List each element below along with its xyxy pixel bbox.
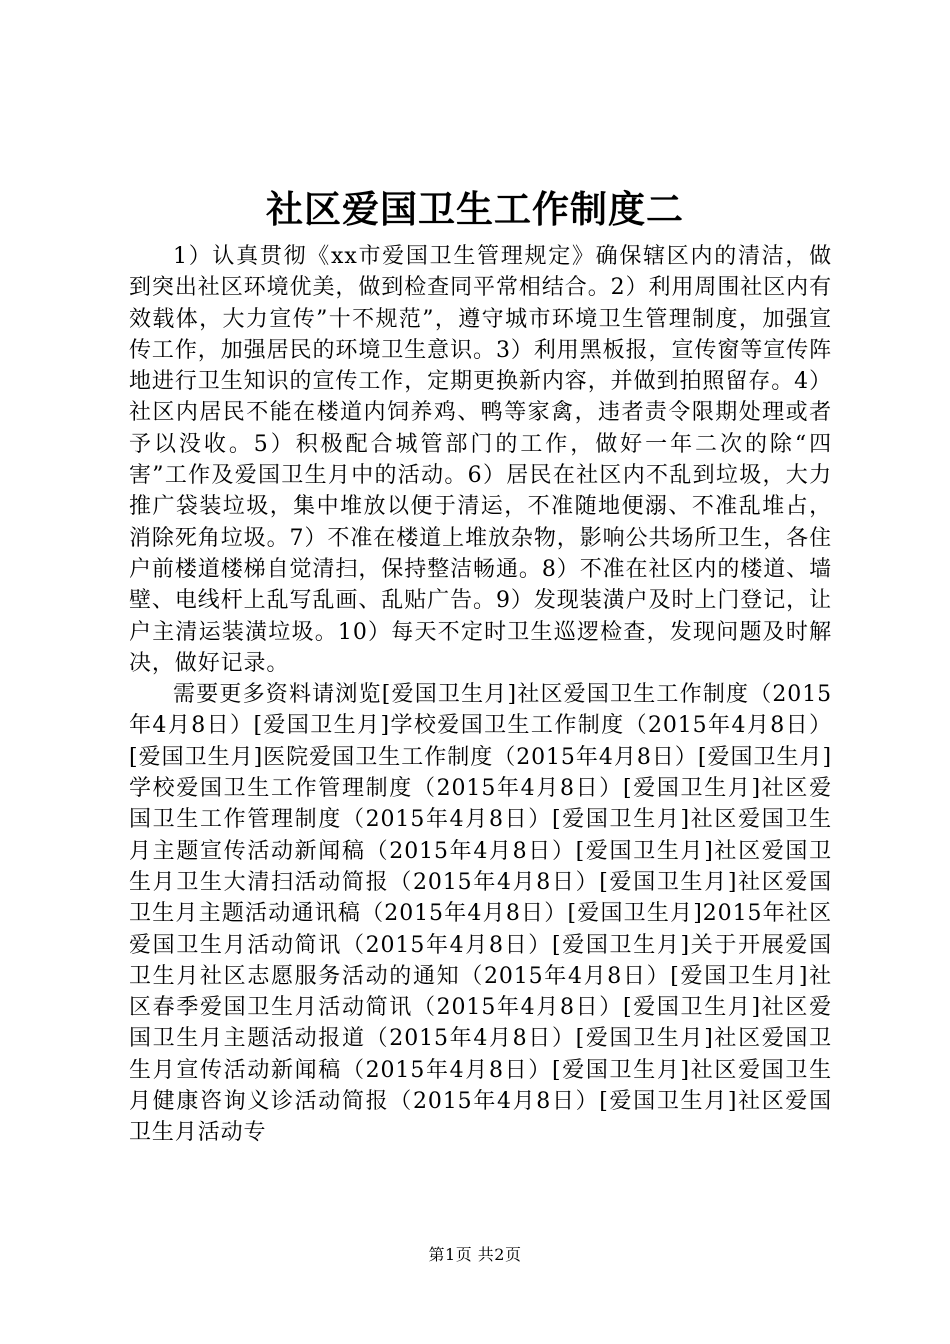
page-number-footer: 第1页 共2页: [428, 1245, 522, 1264]
regulation-paragraph: 1）认真贯彻《xx市爱国卫生管理规定》确保辖区内的清洁，做到突出社区环境优美，做到检查同平常相结合。2）利用周围社区内有效载体，大力宣传”十不规范”，遵守城市环境卫生管理制度，加强宣传工作，加强居民的环境卫生意识。3）利用黑板报，宣传窗等宣传阵地进行卫生知识的宣传工作，定期更换新内容，并做到拍照留存。4）社区内居民不能在楼道内饲养鸡、鸭等家禽，违者责令限期处理或者予以没收。5）积极配合城管部门的工作，做好一年二次的除“四害”工作及爱国卫生月中的活动。6）居民在社区内不乱到垃圾，大力推广袋装垃圾，集中堆放以便于清运，不准随地便溺、不准乱堆占，消除死角垃圾。7）不准在楼道上堆放杂物，影响公共场所卫生，各住户前楼道楼梯自觉清扫，保持整洁畅通。8）不准在社区内的楼道、墙壁、电线杆上乱写乱画、乱贴广告。9）发现装潢户及时上门登记，让户主清运装潢垃圾。10）每天不定时卫生巡逻检查，发现问题及时解决，做好记录。: [129, 244, 832, 676]
document-body: [129, 241, 832, 1149]
related-links-paragraph: 需要更多资料请浏览[爱国卫生月]社区爱国卫生工作制度（2015年4月8日）[爱国卫生月]学校爱国卫生工作制度（2015年4月8日）[爱国卫生月]医院爱国卫生工作制度（2015年4月8日）[爱国卫生月]学校爱国卫生工作管理制度（2015年4月8日）[爱国卫生月]社区爱国卫生工作管理制度（2015年4月8日）[爱国卫生月]社区爱国卫生月主题宣传活动新闻稿（2015年4月8日）[爱国卫生月]社区爱国卫生月卫生大清扫活动简报（2015年4月8日）[爱国卫生月]社区爱国卫生月主题活动通讯稿（2015年4月8日）[爱国卫生月]2015年社区爱国卫生月活动简讯（2015年4月8日）[爱国卫生月]关于开展爱国卫生月社区志愿服务活动的通知（2015年4月8日）[爱国卫生月]社区春季爱国卫生月活动简讯（2015年4月8日）[爱国卫生月]社区爱国卫生月主题活动报道（2015年4月8日）[爱国卫生月]社区爱国卫生月宣传活动新闻稿（2015年4月8日）[爱国卫生月]社区爱国卫生月健康咨询义诊活动简报（2015年4月8日）[爱国卫生月]社区爱国卫生月活动专: [129, 682, 832, 1146]
document-title: 社区爱国卫生工作制度二: [266, 187, 684, 231]
